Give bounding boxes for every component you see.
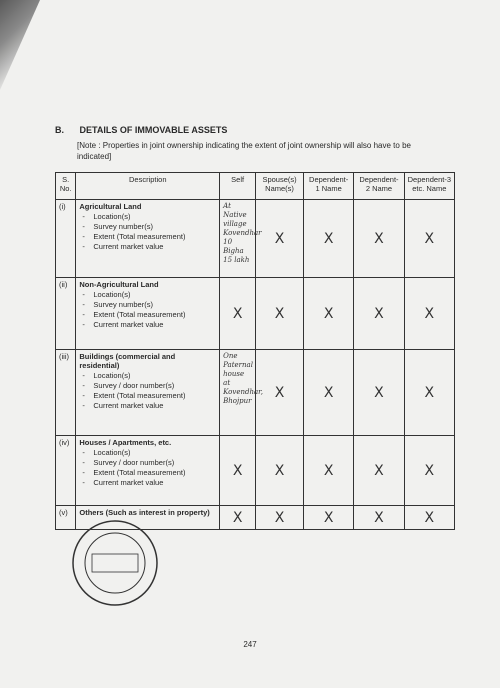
cross-mark: X	[232, 305, 243, 322]
cross-mark: X	[323, 509, 334, 526]
cross-mark: X	[232, 509, 243, 526]
self-mark	[220, 436, 256, 506]
sub-item: - Current market value	[79, 401, 216, 411]
cross-mark: X	[374, 384, 384, 401]
header-self: Self	[220, 173, 256, 200]
row-title: Non-Agricultural Land	[79, 280, 159, 289]
dependent-2-mark	[354, 350, 404, 436]
cross-mark: X	[424, 462, 435, 479]
scan-shadow	[0, 0, 40, 90]
spouse-mark	[256, 506, 304, 530]
cross-mark: X	[323, 462, 334, 479]
sub-item: - Extent (Total measurement)	[79, 391, 216, 401]
dependent-3-mark	[404, 200, 454, 278]
section-title: DETAILS OF IMMOVABLE ASSETS	[79, 125, 228, 135]
cross-mark: X	[374, 509, 384, 526]
self-mark	[220, 506, 256, 530]
immovable-assets-table	[55, 172, 455, 530]
header-description: Description	[76, 173, 220, 200]
note-text: [Note : Properties in joint ownership indicating the extent of joint ownership will also have to be indicated]	[77, 141, 411, 161]
table-header-row	[56, 173, 455, 200]
cross-mark: X	[424, 509, 435, 526]
spouse-mark	[256, 200, 304, 278]
dependent-2-mark	[354, 436, 404, 506]
table-row	[56, 278, 455, 350]
header-spouse: Spouse(s) Name(s)	[256, 173, 304, 200]
dependent-3-mark	[404, 506, 454, 530]
dependent-1-mark	[304, 278, 354, 350]
section-number: B.	[55, 125, 64, 135]
spouse-mark	[256, 350, 304, 436]
self-entry: One Paternal house at Kovendhar, Bhojpur	[220, 350, 256, 436]
row-title: Buildings (commercial and residential)	[79, 352, 176, 370]
cross-mark: X	[374, 305, 384, 322]
cross-mark: X	[274, 509, 285, 526]
row-number: (ii)	[56, 278, 76, 350]
sub-item: - Location(s)	[79, 448, 216, 458]
header-dependent-1: Dependent-1 Name	[304, 173, 354, 200]
header-dependent-2: Dependent-2 Name	[354, 173, 404, 200]
dependent-3-mark	[404, 278, 454, 350]
dependent-2-mark	[354, 506, 404, 530]
row-number: (i)	[56, 200, 76, 278]
spouse-mark	[256, 436, 304, 506]
dependent-3-mark	[404, 350, 454, 436]
sub-item: - Survey / door number(s)	[79, 458, 216, 468]
spouse-mark	[256, 278, 304, 350]
sub-item: - Survey number(s)	[79, 222, 216, 232]
sub-item: - Current market value	[79, 320, 216, 330]
sub-item: - Current market value	[79, 478, 216, 488]
sub-item: - Extent (Total measurement)	[79, 310, 216, 320]
header-sno: S. No.	[56, 173, 76, 200]
cross-mark: X	[374, 230, 384, 247]
dependent-2-mark	[354, 278, 404, 350]
dependent-1-mark	[304, 200, 354, 278]
sub-item: - Extent (Total measurement)	[79, 232, 216, 242]
dependent-3-mark	[404, 436, 454, 506]
cross-mark: X	[374, 462, 384, 479]
sub-item: - Location(s)	[79, 212, 216, 222]
cross-mark: X	[424, 305, 435, 322]
cross-mark: X	[424, 384, 435, 401]
self-mark	[220, 278, 256, 350]
stamp-label-box	[92, 554, 138, 572]
sub-item: - Current market value	[79, 242, 216, 252]
sub-item: - Survey / door number(s)	[79, 381, 216, 391]
cross-mark: X	[232, 462, 243, 479]
row-number: (iv)	[56, 436, 76, 506]
row-title: Others (Such as interest in property)	[79, 508, 210, 517]
dependent-1-mark	[304, 506, 354, 530]
section-heading	[55, 125, 227, 135]
self-entry: At Native village Kovendhar 10 Bigha 15 lakh	[220, 200, 256, 278]
row-description	[76, 350, 220, 436]
header-dependent-3: Dependent-3 etc. Name	[404, 173, 454, 200]
dependent-1-mark	[304, 350, 354, 436]
dependent-2-mark	[354, 200, 404, 278]
cross-mark: X	[274, 384, 285, 401]
table-row	[56, 350, 455, 436]
row-description	[76, 200, 220, 278]
dependent-1-mark	[304, 436, 354, 506]
row-number: (iii)	[56, 350, 76, 436]
cross-mark: X	[424, 230, 435, 247]
page-number: 247	[243, 640, 257, 649]
table-row	[56, 200, 455, 278]
row-number: (v)	[56, 506, 76, 530]
table-row	[56, 436, 455, 506]
cross-mark: X	[274, 230, 285, 247]
row-description	[76, 436, 220, 506]
sub-item: - Location(s)	[79, 371, 216, 381]
sub-item: - Extent (Total measurement)	[79, 468, 216, 478]
official-stamp	[70, 518, 160, 608]
stamp-outer-ring	[73, 521, 157, 605]
row-title: Agricultural Land	[79, 202, 142, 211]
cross-mark: X	[323, 230, 334, 247]
row-description	[76, 278, 220, 350]
cross-mark: X	[323, 384, 334, 401]
cross-mark: X	[274, 462, 285, 479]
stamp-inner-ring	[85, 533, 145, 593]
row-title: Houses / Apartments, etc.	[79, 438, 172, 447]
cross-mark: X	[274, 305, 285, 322]
cross-mark: X	[323, 305, 334, 322]
sub-item: - Location(s)	[79, 290, 216, 300]
sub-item: - Survey number(s)	[79, 300, 216, 310]
